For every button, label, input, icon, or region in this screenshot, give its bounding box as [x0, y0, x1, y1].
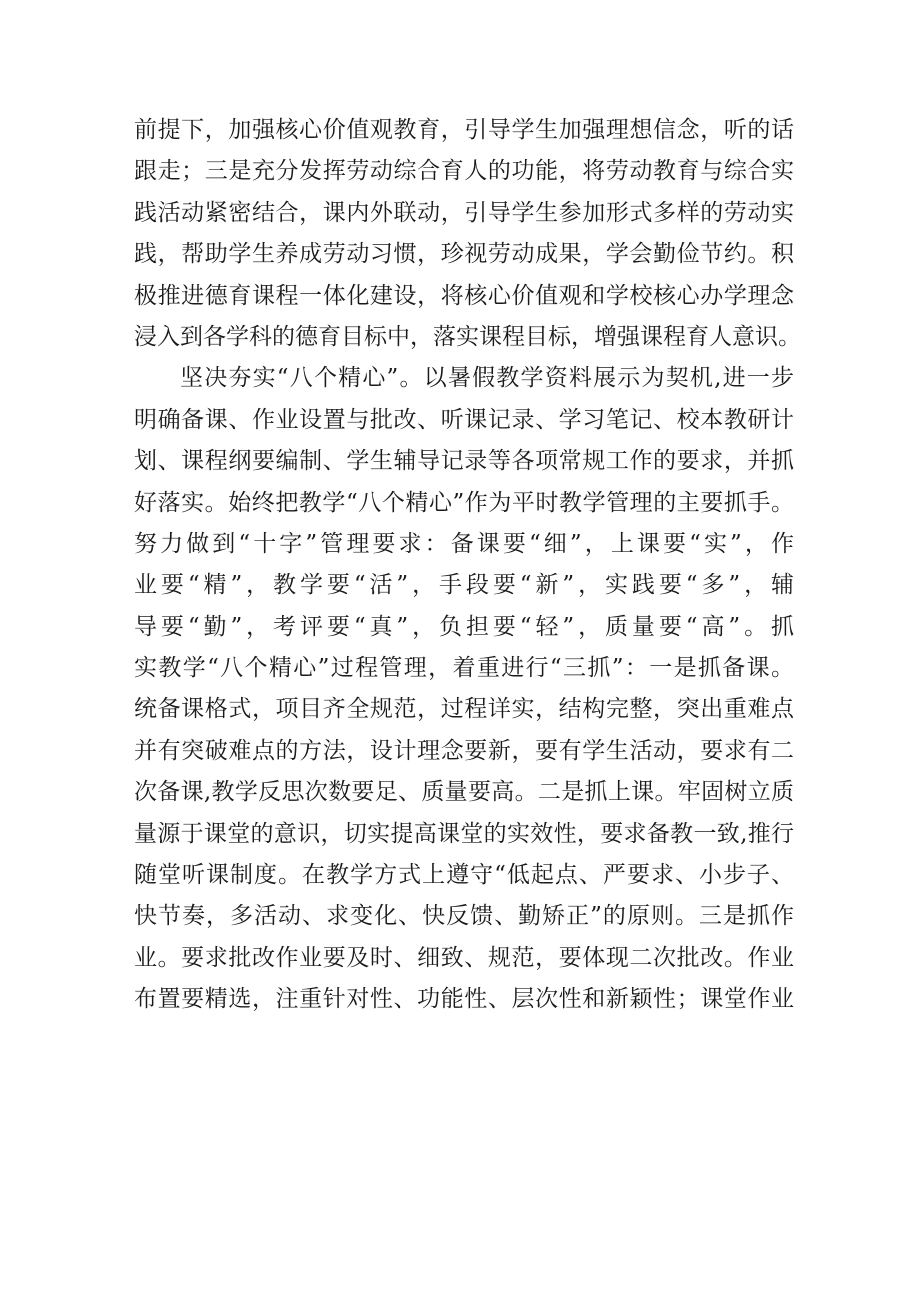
- text-line: 并有突破难点的方法，设计理念要新，要有学生活动，要求有二: [134, 737, 794, 764]
- paragraph-1: [134, 110, 801, 358]
- text-line: 布置要精选，注重针对性、功能性、层次性和新颖性；课堂作业: [134, 986, 794, 1013]
- text-line: 导要“勤”，考评要“真”，负担要“轻”，质量要“高”。抓: [134, 613, 794, 640]
- text-line: 随堂听课制度。在教学方式上遵守“低起点、严要求、小步子、: [134, 862, 794, 889]
- text-line: 量源于课堂的意识，切实提高课堂的实效性，要求备教一致,推行: [134, 820, 794, 847]
- text-line: 极推进德育课程一体化建设，将核心价值观和学校核心办学理念: [134, 282, 794, 309]
- text-line: 践，帮助学生养成劳动习惯，珍视劳动成果，学会勤俭节约。积: [134, 241, 794, 268]
- text-line: 实教学“八个精心”过程管理，着重进行“三抓”：一是抓备课。: [134, 655, 794, 682]
- paragraph-2: [134, 358, 794, 1020]
- text-line: 努力做到“十字”管理要求：备课要“细”，上课要“实”，作: [134, 530, 794, 557]
- text-line: 次备课,教学反思次数要足、质量要高。二是抓上课。牢固树立质: [134, 779, 794, 806]
- text-line: 业。要求批改作业要及时、细致、规范，要体现二次批改。作业: [134, 944, 794, 971]
- text-line: 浸入到各学科的德育目标中，落实课程目标，增强课程育人意识。: [134, 323, 801, 350]
- text-line: 好落实。始终把教学“八个精心”作为平时教学管理的主要抓手。: [134, 489, 794, 516]
- text-line: 业要“精”，教学要“活”，手段要“新”，实践要“多”，辅: [134, 572, 794, 599]
- text-line: 明确备课、作业设置与批改、听课记录、学习笔记、校本教研计: [134, 406, 794, 433]
- text-line: 践活动紧密结合，课内外联动，引导学生参加形式多样的劳动实: [134, 199, 794, 226]
- text-line: 跟走；三是充分发挥劳动综合育人的功能，将劳动教育与综合实: [134, 158, 794, 185]
- text-line: 统备课格式，项目齐全规范，过程详实，结构完整，突出重难点: [134, 696, 794, 723]
- text-line: 快节奏，多活动、求变化、快反馈、勤矫正”的原则。三是抓作: [134, 903, 794, 930]
- body-text: [134, 110, 801, 1021]
- text-line: 坚决夯实“八个精心”。以暑假教学资料展示为契机,进一步: [180, 365, 794, 392]
- text-line: 划、课程纲要编制、学生辅导记录等各项常规工作的要求，并抓: [134, 448, 794, 475]
- text-line: 前提下，加强核心价值观教育，引导学生加强理想信念，听的话: [134, 117, 794, 143]
